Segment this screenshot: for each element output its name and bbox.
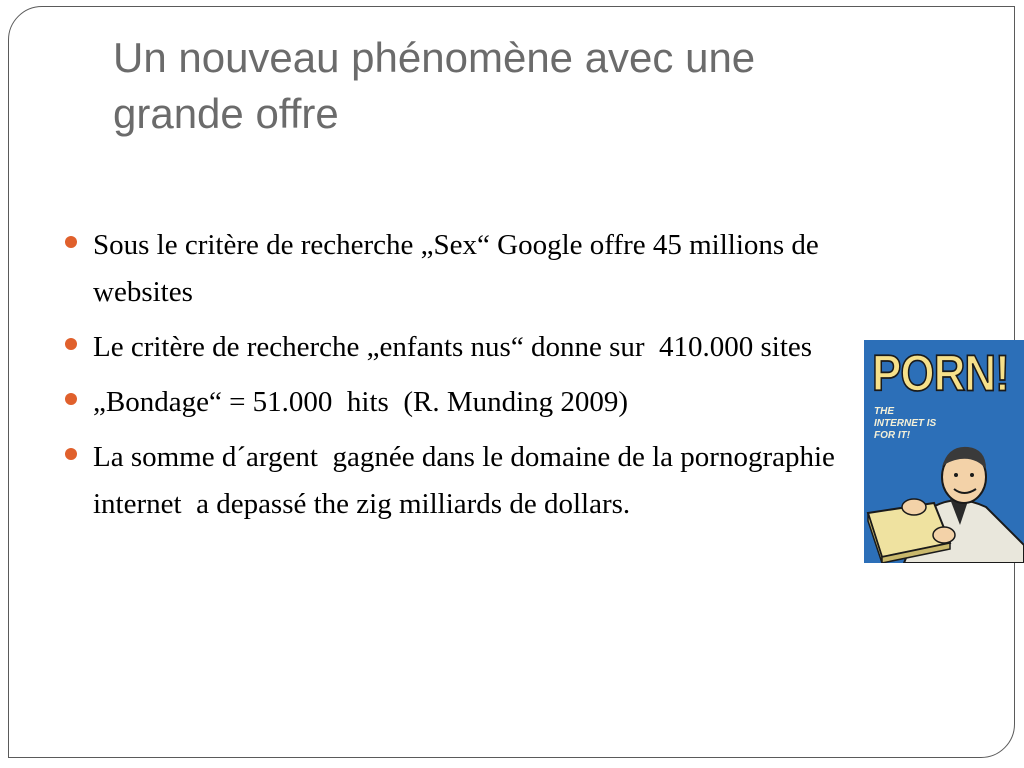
- bullet-text: La somme d´argent gagnée dans le domaine de la pornographie internet a depassé the zig milliards de dollars.: [93, 441, 843, 520]
- bullet-text: „Bondage“ = 51.000 hits (R. Munding 2009): [93, 386, 629, 418]
- bullet-item: [63, 434, 863, 528]
- poster-headline: PORN!: [872, 345, 1009, 403]
- bullet-dot-icon: [65, 338, 77, 350]
- slide-title: Un nouveau phénomène avec une grande offre: [113, 34, 756, 137]
- bullet-item: [63, 379, 863, 426]
- bullet-item: [63, 324, 863, 371]
- bullet-dot-icon: [65, 448, 77, 460]
- bullet-dot-icon: [65, 393, 77, 405]
- bullet-text: Le critère de recherche „enfants nus“ donne sur 410.000 sites: [93, 331, 813, 363]
- bullet-list: [63, 222, 863, 536]
- bullet-item: [63, 222, 863, 316]
- bullet-text: Sous le critère de recherche „Sex“ Google offre 45 millions de websites: [93, 229, 827, 308]
- poster-tagline: THE INTERNET IS FOR IT!: [874, 406, 937, 441]
- poster-image: [864, 340, 1024, 563]
- bullet-dot-icon: [65, 236, 77, 248]
